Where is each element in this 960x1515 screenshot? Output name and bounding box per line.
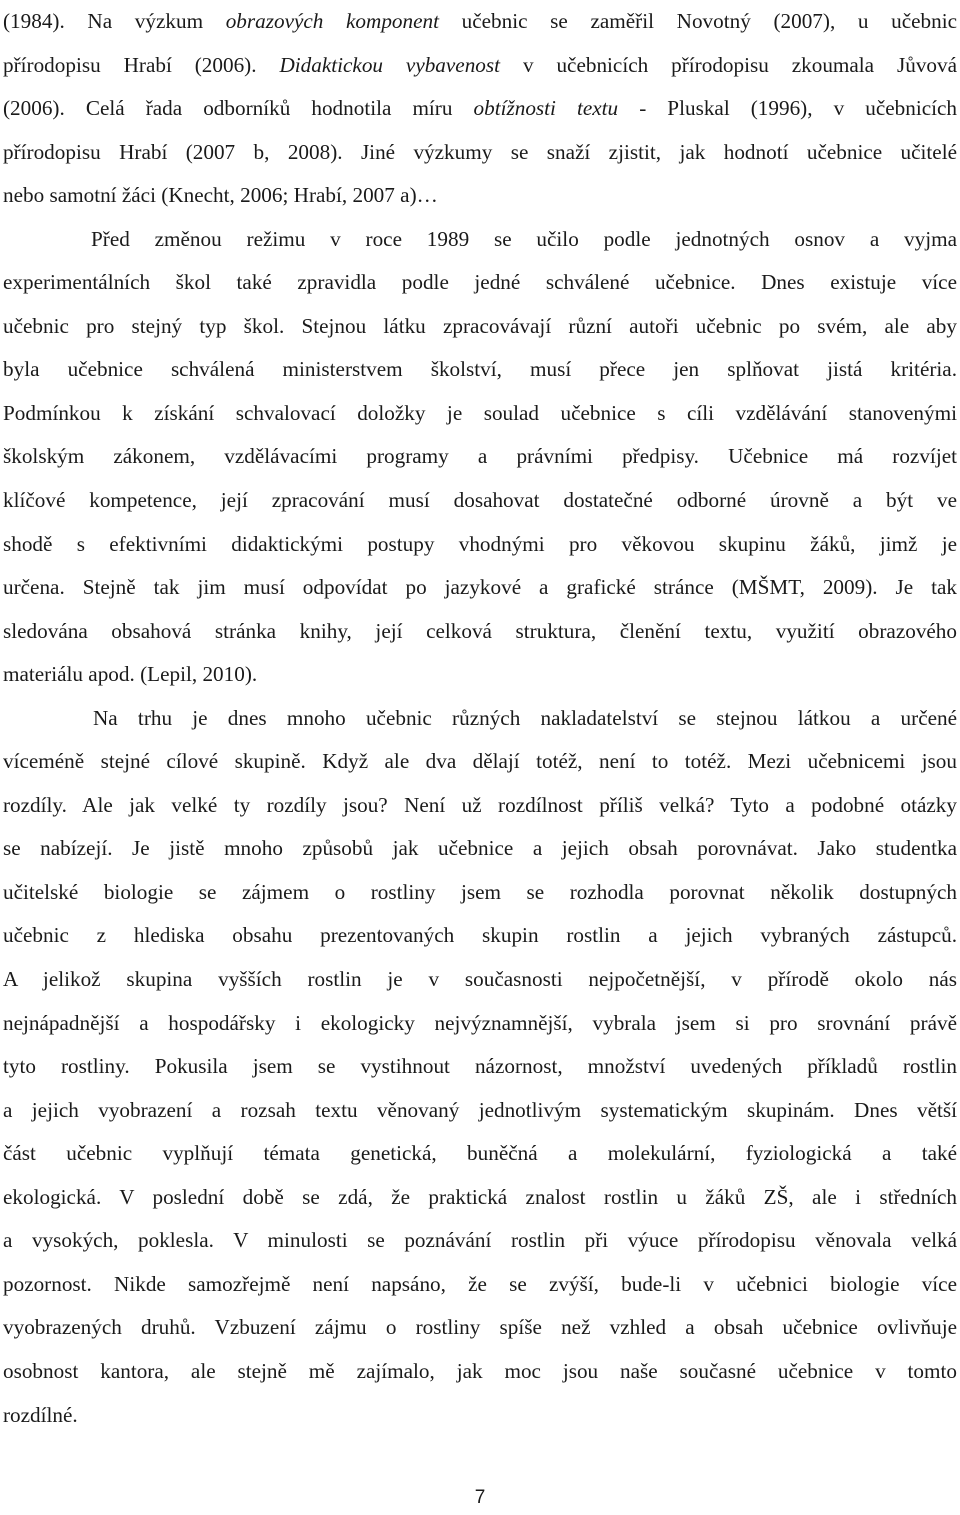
text-line: nejnápadnější a hospodářsky i ekologicky nejvýznamnější, vybrala jsem si pro srovnání právě bbox=[3, 1010, 957, 1035]
text-line: se nabízejí. Je jistě mnoho způsobů jak učebnice a jejich obsah porovnávat. Jako studentka bbox=[3, 836, 957, 861]
page-number: 7 bbox=[474, 1487, 486, 1508]
italic-term: obrazových komponent bbox=[225, 9, 439, 33]
text-line: víceméně stejné cílové skupině. Když ale dva dělají totéž, není to totéž. Mezi učebnicemi jsou bbox=[3, 749, 957, 774]
text-line: byla učebnice schválená ministerstvem školství, musí přece jen splňovat jistá kritéria. bbox=[3, 357, 957, 382]
text-line: vyobrazených druhů. Vzbuzení zájmu o rostliny spíše než vzhled a obsah učebnice ovlivňuje bbox=[3, 1315, 957, 1340]
body-text bbox=[3, 0, 957, 1437]
text-line: Podmínkou k získání schvalovací doložky je soulad učebnice s cíli vzdělávání stanovenými bbox=[3, 400, 957, 425]
paragraph-1 bbox=[3, 0, 957, 218]
text-line: Na trhu je dnes mnoho učebnic různých nakladatelství se stejnou látkou a určené bbox=[93, 705, 957, 730]
text-line: učebnic z hlediska obsahu prezentovaných skupin rostlin a jejich vybraných zástupců. bbox=[3, 923, 957, 948]
text-line: rozdíly. Ale jak velké ty rozdíly jsou? Není už rozdílnost příliš velká? Tyto a podobné otázky bbox=[3, 792, 957, 817]
text-line: nebo samotní žáci (Knecht, 2006; Hrabí, 2007 a)… bbox=[3, 183, 438, 208]
text-line: shodě s efektivními didaktickými postupy vhodnými pro věkovou skupinu žáků, jimž je bbox=[3, 531, 957, 556]
text-line: ekologická. V poslední době se zdá, že praktická znalost rostlin u žáků ZŠ, ale i středních bbox=[3, 1184, 957, 1209]
text-line: A jelikož skupina vyšších rostlin je v současnosti nejpočetnější, v přírodě okolo nás bbox=[3, 967, 957, 992]
text-line: experimentálních škol také zpravidla podle jedné schválené učebnice. Dnes existuje více bbox=[3, 270, 957, 295]
text-line: (1984). Na výzkum obrazových komponent učebnic se zaměřil Novotný (2007), u učebnic bbox=[3, 9, 957, 33]
text-line: Před změnou režimu v roce 1989 se učilo podle jednotných osnov a vyjma bbox=[91, 226, 957, 251]
text-line: sledována obsahová stránka knihy, její celková struktura, členění textu, využití obrazového bbox=[3, 618, 957, 643]
text-line: učebnic pro stejný typ škol. Stejnou látku zpracovávají různí autoři učebnic po svém, ale aby bbox=[3, 313, 957, 338]
text-line: materiálu apod. (Lepil, 2010). bbox=[3, 662, 258, 687]
italic-term: Didaktickou vybavenost bbox=[279, 52, 501, 77]
text-line: školským zákonem, vzdělávacími programy a právními předpisy. Učebnice má rozvíjet bbox=[3, 444, 957, 469]
text-line: osobnost kantora, ale stejně mě zajímalo, jak moc jsou naše současné učebnice v tomto bbox=[3, 1358, 957, 1383]
text-line: tyto rostliny. Pokusila jsem se vystihnout názornost, množství uvedených příkladů rostlin bbox=[3, 1054, 957, 1079]
text-line: rozdílné. bbox=[3, 1402, 78, 1427]
text-line: učitelské biologie se zájmem o rostliny jsem se rozhodla porovnat několik dostupných bbox=[3, 879, 957, 904]
text-line: přírodopisu Hrabí (2006). Didaktickou vybavenost v učebnicích přírodopisu zkoumala Jůvová bbox=[3, 52, 957, 77]
text-line: klíčové kompetence, její zpracování musí dosahovat dostatečné odborné úrovně a být ve bbox=[3, 488, 957, 513]
text-line: a vysokých, poklesla. V minulosti se poznávání rostlin při výuce přírodopisu věnovala velká bbox=[3, 1228, 957, 1253]
italic-term: obtížnosti textu bbox=[473, 96, 619, 121]
text-line: určena. Stejně tak jim musí odpovídat po jazykové a grafické stránce (MŠMT, 2009). Je tak bbox=[3, 575, 957, 600]
text-line: pozornost. Nikde samozřejmě není napsáno, že se zvýší, bude-li v učebnici biologie více bbox=[3, 1271, 957, 1296]
text-line: přírodopisu Hrabí (2007 b, 2008). Jiné výzkumy se snaží zjistit, jak hodnotí učebnice učitelé bbox=[3, 139, 957, 164]
paragraph-3 bbox=[3, 697, 957, 1437]
text-line: (2006). Celá řada odborníků hodnotila míru obtížnosti textu - Pluskal (1996), v učebnicích bbox=[3, 96, 957, 121]
paragraph-2 bbox=[3, 218, 957, 697]
text-line: a jejich vyobrazení a rozsah textu věnovaný jednotlivým systematickým skupinám. Dnes větší bbox=[3, 1097, 957, 1122]
text-line: část učebnic vyplňují témata genetická, buněčná a molekulární, fyziologická a také bbox=[3, 1141, 957, 1166]
